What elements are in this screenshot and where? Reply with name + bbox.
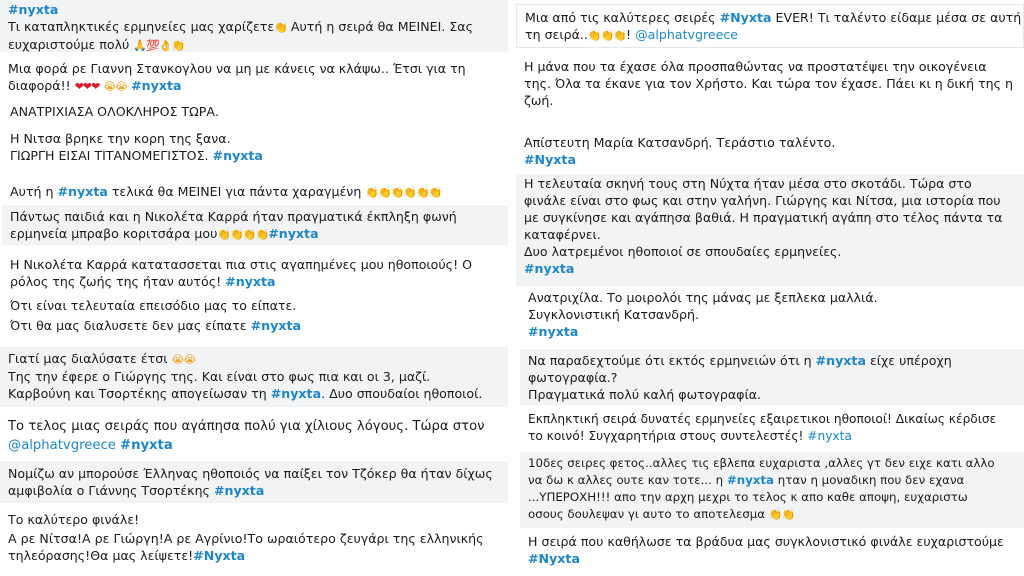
tweet-text: Πάντως παιδιά και η Νικολέτα Καρρά ήταν πραγματικά έκπληξη φωνή [10, 209, 457, 224]
hashtag-link[interactable]: #nyxta [807, 429, 852, 443]
tweet-text: Η τελευταία σκηνή τους στη Νύχτα ήταν μέσα στο σκοτάδι. Τώρα στο [524, 176, 972, 191]
hashtag-link[interactable]: #nyxta [225, 274, 276, 289]
tweet-text: Η Νιτσα βρηκε την κορη της ξανα. [10, 131, 231, 146]
clap-emoji-icon: 👏👏👏👏👏👏 [365, 186, 442, 199]
right-tweet-column [516, 0, 1024, 576]
tweet-text: ΑΝΑΤΡΙΧΙΑΣΑ ΟΛΟΚΛΗΡΟΣ ΤΩΡΑ. [10, 104, 219, 119]
hashtag-link[interactable]: #nyxta [726, 473, 775, 487]
clap-emoji-icon: 👏👏 [768, 508, 795, 521]
tweet-text: 10δες σειρες φετος..αλλες τις εβλεπα ευχαριστα ,αλλες γτ δεν ειχε κατι αλλο [528, 456, 995, 470]
mention-link[interactable]: @alphatvgreece [635, 27, 739, 42]
hashtag-link[interactable]: #nyxta [8, 2, 59, 17]
tweet-card [520, 452, 1024, 528]
tweet-text: Α ρε Νίτσα!Α ρε Γιώργη!Α ρε Αγρίνιο!Το ωραιότερο ζευγάρι της ελληνικής [8, 531, 484, 546]
tweet-text: Τι καταπληκτικές ερμηνείες μας χαρίζετε [8, 19, 275, 34]
hashtag-link[interactable]: #nyxta [212, 148, 263, 163]
tweet-card [2, 205, 508, 245]
tweet-card [2, 256, 508, 294]
hashtag-link[interactable]: #Nyxta [528, 551, 580, 566]
hashtag-link[interactable]: #nyxta [528, 324, 579, 339]
tweet-text: Της την έφερε ο Γιώργης της. Και είναι στο φως πια και οι 3, μαζί. [8, 369, 431, 384]
tweet-text: Απίστευτη Μαρία Κατσανδρή. Τεράστιο ταλέντο. [524, 135, 836, 150]
hashtag-link[interactable]: #Nyxta [193, 548, 246, 563]
tweet-text: Η μάνα που τα έχασε όλα προσπαθώντας να προστατέψει την οικογένεια [524, 59, 987, 74]
tweet-text: Πραγματικά πολύ καλή φωτογραφία. [528, 387, 762, 402]
tweet-card [516, 58, 1024, 116]
tweet-card [520, 533, 1024, 573]
tweet-text: Ανατριχίλα. Το μοιρολόι της μάνας με ξεπλεκα μαλλιά. [528, 290, 878, 305]
clap-emoji-icon: 👏 [274, 21, 287, 34]
tweet-text: Νομίζω αν μπορούσε Έλληνας ηθοποιός να παίξει τον Τζόκερ θα ήταν δίχως [8, 466, 493, 481]
tweet-card [516, 4, 1024, 48]
tweet-card [520, 408, 1024, 448]
tweet-text: . Δυο σπουδαίοι ηθοποιοί. [321, 386, 483, 401]
tweet-text: τηλεόρασης!Θα μας λείψετε! [8, 548, 194, 563]
heart-emoji-icon: ❤❤❤ [74, 80, 100, 93]
tweet-text: να δω κ αλλες ουτε καν τοτε... η [528, 473, 727, 487]
tweet-text: ! [626, 27, 636, 42]
hashtag-link[interactable]: #nyxta [213, 483, 265, 498]
tweet-text: Η Νικολέτα Καρρά κατατασσεται πια στις αγαπημένες μου ηθοποιούς! Ο [10, 257, 473, 272]
tweet-text: Αυτή η σειρά θα ΜΕΙΝΕΙ. Σας [286, 19, 473, 34]
clap-emoji-icon: 👏👏👏 [587, 29, 627, 42]
tweet-text: ...ΥΠΕΡΟΧΗ!!! απο την αρχη μεχρι το τελος κ απο καθε αποψη, ευχαριστω [528, 490, 968, 504]
tweet-card [2, 181, 508, 203]
tweet-text: ευχαριστούμε πολύ [8, 37, 130, 52]
crying-emoji-icon: 😭😭 [171, 353, 196, 366]
tweet-text: αμφιβολία ο Γιάννης Τσορτέκης [8, 483, 210, 498]
tweet-card [2, 103, 508, 175]
tweet-text: τη σειρά.. [525, 27, 588, 42]
tweet-card [0, 347, 508, 407]
tweet-text: Μια φορά ρε Γιαννη Στανκογλου να μη με κάνεις να κλάψω.. Έτσι για τη [8, 61, 466, 76]
tweet-text: Καρβούνη και Τσορτέκης απογείωσαν τη [8, 386, 271, 401]
tweet-text: διαφορά!! [8, 78, 71, 93]
hashtag-link[interactable]: #nyxta [250, 318, 301, 333]
tweet-card [520, 349, 1024, 405]
tweet-text: ΓΙΩΡΓΗ ΕΙΣΑΙ ΤΙΤΑΝΟΜΕΓΙΣΤΟΣ. [10, 148, 209, 163]
tweet-card [2, 297, 508, 337]
tweet-text: Να παραδεχτούμε ότι εκτός ερμηνειών ότι η [528, 353, 816, 368]
hashtag-link[interactable]: #Nyxta [524, 152, 576, 167]
hashtag-link[interactable]: #nyxta [131, 78, 182, 93]
tweet-text: EVER! Τι ταλέντο είδαμε μέσα σε αυτή [771, 10, 1022, 25]
tweet-text: ερμηνεία μπραβο κοριτσάρα μου [10, 226, 218, 241]
hashtag-link[interactable]: #nyxta [524, 261, 575, 276]
tweet-text: Η σειρά που καθήλωσε τα βράδυα μας συγκλονιστικό φινάλε ευχαριστούμε [528, 534, 1004, 549]
tweet-text: Μια από τις καλύτερες σειρές [525, 10, 720, 25]
emoji-icon: 🙏💯👌👏 [133, 39, 185, 52]
crying-emoji-icon: 😭😭 [103, 80, 128, 93]
tweet-text: Δυο λατρεμένοι ηθοποιοί σε σπουδαίες ερμηνείες. [524, 244, 842, 259]
tweet-card [0, 60, 508, 96]
tweet-text: Εκπληκτική σειρά δυνατές ερμηνείες εξαιρετικοι ηθοποιοί! Δικαίως κέρδισε [528, 412, 997, 426]
tweet-text: τελικά θα ΜΕΙΝΕΙ για πάντα χαραγμένη [107, 184, 366, 199]
hashtag-link[interactable]: #nyxta [270, 386, 322, 401]
tweet-text: είχε υπέροχη [865, 353, 952, 368]
tweet-text: της. Όλα τα έκανε για τον Χρήστο. Και τώρα τον έχασε. Πάει κι η δική της η [524, 76, 1014, 91]
tweet-card [516, 134, 1024, 172]
tweet-text: φωτογραφία.? [528, 370, 618, 385]
tweet-card [0, 461, 508, 503]
hashtag-link[interactable]: #nyxta [815, 353, 866, 368]
tweet-text: ζωή. [524, 93, 554, 108]
tweet-text: Συγκλονιστική Κατσανδρή. [528, 307, 699, 322]
tweet-text: με συγκίνησε και αγάπησα βαθιά. Η πραγματική αγάπη στο τέλος πάντα τα [524, 210, 1003, 225]
tweet-text: Ότι είναι τελευταία επεισόδιο μας το είπατε. [10, 298, 297, 313]
tweet-card [0, 511, 508, 573]
tweet-text: το κοινό! Συγχαρητήρια στους συντελεστές! [528, 429, 804, 443]
hashtag-link[interactable]: #nyxta [268, 226, 319, 241]
tweet-card [0, 417, 508, 457]
tweet-text: οσους δουλεψαν γι αυτο το αποτελεσμα [528, 507, 769, 521]
tweet-text: Το καλύτερο φινάλε! [8, 512, 140, 527]
mention-link[interactable]: @alphatvgreece [8, 438, 116, 453]
tweet-text: Ότι θα μας διαλυσετε δεν μας είπατε [10, 318, 247, 333]
clap-emoji-icon: 👏👏👏👏 [217, 228, 269, 241]
hashtag-link[interactable]: #nyxta [120, 438, 173, 453]
tweet-text: Το τελος μιας σειράς που αγάπησα πολύ για χίλιους λόγους. Τώρα στον [8, 419, 485, 434]
tweet-text: φινάλε είναι στο φως και στην γαλήνη. Γιώργης και Νίτσα, μια ιστορία που [524, 193, 1001, 208]
tweet-card [0, 0, 508, 52]
tweet-text: ρόλος της ζωής της ήταν αυτός! [10, 274, 222, 289]
tweet-text: Αυτή η [10, 184, 58, 199]
tweet-card [520, 289, 1024, 345]
left-tweet-column [0, 0, 508, 576]
tweet-text: Γιατί μας διαλύσατε έτσι [8, 351, 168, 366]
tweet-card [516, 174, 1024, 286]
hashtag-link[interactable]: #Nyxta [719, 10, 772, 25]
tweet-text: καταφέρνει. [524, 227, 601, 242]
hashtag-link[interactable]: #nyxta [57, 184, 108, 199]
tweet-text: ηταν η μοναδικη που δεν εχανα [774, 473, 965, 487]
